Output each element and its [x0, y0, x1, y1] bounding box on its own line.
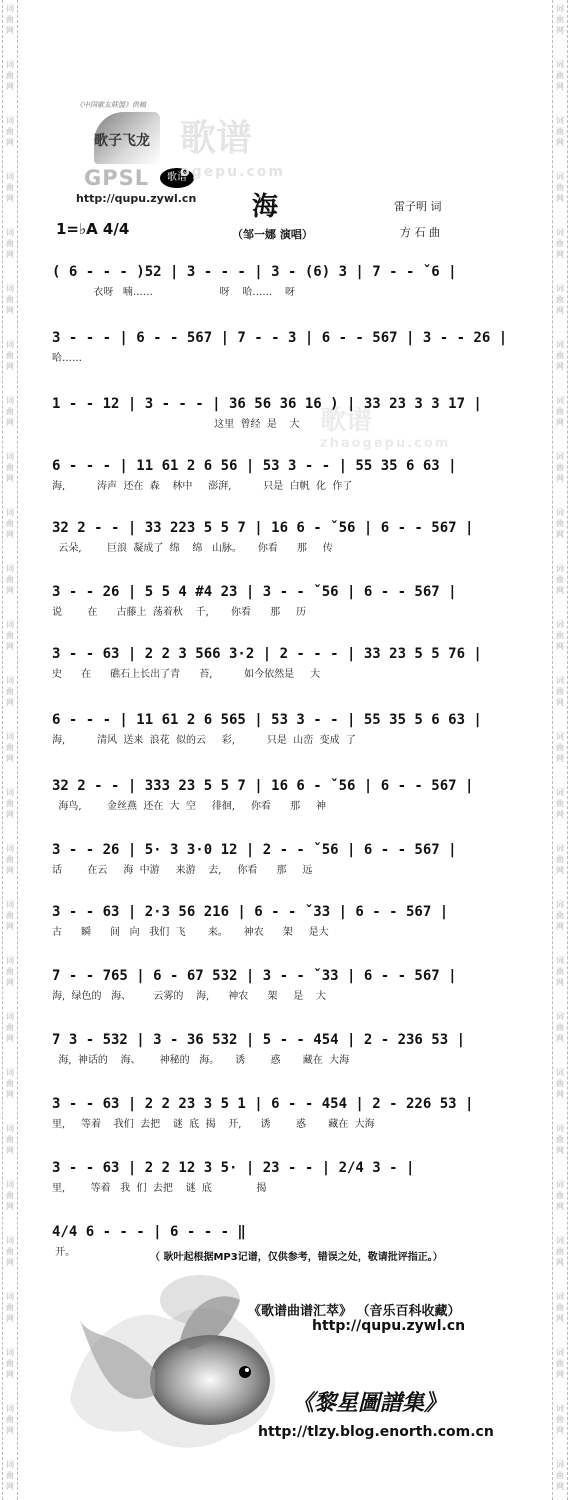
notation: 3 - - 63 | 2·3 56 216 | 6 - - ˇ33 | 6 - - 567 |: [52, 904, 449, 920]
side-watermark-char: 词: [556, 1236, 564, 1245]
goldfish-illustration: [60, 1260, 290, 1460]
side-watermark-char: 词: [556, 844, 564, 853]
watermark-url: zhaogepu.com: [320, 436, 451, 451]
side-watermark-char: 词: [6, 508, 14, 517]
lyrics: 衣呀 喃…… 呀 哈…… 呀: [52, 287, 296, 298]
footer-url[interactable]: http://qupu.zywl.cn: [312, 1318, 466, 1334]
score-line: [52, 1030, 514, 1068]
lyrics: 开。: [52, 1247, 76, 1258]
side-watermark-char: 词: [6, 620, 14, 629]
side-watermark-char: 网: [6, 1426, 14, 1435]
side-watermark-char: 词: [556, 1292, 564, 1301]
watermark-url: ogepu.com: [180, 164, 285, 180]
side-watermark-char: 曲: [556, 351, 564, 360]
score-line: [52, 966, 514, 1004]
side-watermark-char: 曲: [6, 295, 14, 304]
side-watermark-char: 词: [6, 900, 14, 909]
transcription-note: （ 耿叶起根据MP3记谱，仅供参考，错误之处，敬请批评指正。）: [150, 1252, 443, 1263]
side-watermark-char: 曲: [6, 1023, 14, 1032]
side-watermark-char: 曲: [556, 967, 564, 976]
score-line: [52, 582, 514, 620]
side-watermark-char: 词: [556, 620, 564, 629]
side-watermark-char: 网: [556, 138, 564, 147]
logo-credit: 《中国歌友联盟》供稿: [76, 101, 146, 109]
score-line: [52, 710, 514, 748]
side-watermark-char: 词: [6, 452, 14, 461]
side-watermark-char: 网: [6, 306, 14, 315]
side-watermark-char: 曲: [6, 1359, 14, 1368]
score-line: [52, 840, 514, 878]
side-watermark-char: 网: [556, 1034, 564, 1043]
lyrics: 里, 等着 我 们 去把 谜 底 揭: [52, 1183, 267, 1194]
notation: 1 - - 12 | 3 - - - | 36 56 36 16 ) | 33 23 3 3 17 |: [52, 396, 482, 412]
song-title: 海: [252, 192, 279, 222]
side-watermark-char: 曲: [6, 1135, 14, 1144]
side-watermark-char: 曲: [556, 1191, 564, 1200]
side-watermark-char: 曲: [556, 1023, 564, 1032]
side-watermark-char: 网: [556, 194, 564, 203]
side-watermark-char: 词: [556, 1404, 564, 1413]
side-watermark-char: 网: [6, 1034, 14, 1043]
side-watermark-char: 网: [6, 978, 14, 987]
side-watermark-char: 词: [556, 788, 564, 797]
side-watermark-char: 词: [6, 956, 14, 965]
singer: （邹一娜 演唱）: [232, 228, 313, 241]
notation: 3 - - 26 | 5 5 4 #4 23 | 3 - - ˇ56 | 6 - - 567 |: [52, 584, 457, 600]
side-watermark-char: 词: [556, 1124, 564, 1133]
watermark-text: 歌谱: [320, 406, 373, 436]
side-watermark-char: 曲: [556, 183, 564, 192]
side-watermark-char: 词: [556, 116, 564, 125]
lyrics: 史 在 礁石上长出了青 苔, 如今依然是 大: [52, 669, 321, 680]
side-watermark-char: 曲: [6, 239, 14, 248]
side-watermark-char: 曲: [556, 743, 564, 752]
side-watermark-char: 网: [556, 362, 564, 371]
side-watermark-char: 网: [556, 978, 564, 987]
side-watermark-char: 网: [6, 586, 14, 595]
side-watermark-char: 曲: [6, 407, 14, 416]
side-watermark-char: 曲: [6, 1247, 14, 1256]
side-watermark-char: 词: [556, 60, 564, 69]
side-watermark-char: 网: [6, 82, 14, 91]
watermark-text: 歌谱: [180, 118, 253, 159]
side-watermark-char: 词: [6, 4, 14, 13]
side-watermark-char: 词: [6, 396, 14, 405]
side-watermark-char: 曲: [556, 855, 564, 864]
side-watermark-char: 曲: [556, 295, 564, 304]
side-watermark-char: 曲: [6, 71, 14, 80]
side-watermark-char: 曲: [556, 687, 564, 696]
side-watermark-char: 网: [556, 1482, 564, 1491]
score-line: [52, 328, 514, 366]
side-watermark-char: 曲: [6, 127, 14, 136]
notation: 3 - - 26 | 5· 3 3·0 12 | 2 - - ˇ56 | 6 - - 567 |: [52, 842, 457, 858]
lyrics: 话 在云 海 中游 来游 去, 你看 那 远: [52, 865, 313, 876]
side-watermark-char: 曲: [6, 687, 14, 696]
side-watermark-char: 网: [6, 1202, 14, 1211]
side-watermark-char: 网: [6, 362, 14, 371]
side-watermark-char: 曲: [6, 855, 14, 864]
side-watermark-char: 曲: [556, 1303, 564, 1312]
side-watermark-char: 词: [556, 900, 564, 909]
side-watermark-char: 曲: [556, 519, 564, 528]
side-watermark-char: 词: [556, 172, 564, 181]
lyrics: 古 瞬 间 向 我们 飞 来。 神农 架 是大: [52, 927, 329, 938]
notation: 32 2 - - | 333 23 5 5 7 | 16 6 - ˇ56 | 6 - - 567 |: [52, 778, 474, 794]
side-watermark-char: 词: [6, 844, 14, 853]
side-watermark-char: 词: [556, 4, 564, 13]
lyrics: 海, 清风 送来 浪花 似的云 彩, 只是 山峦 变成 了: [52, 735, 356, 746]
side-watermark-char: 词: [556, 396, 564, 405]
side-watermark-char: 网: [6, 474, 14, 483]
notation: 7 3 - 532 | 3 - 36 532 | 5 - - 454 | 2 - 236 53 |: [52, 1032, 466, 1048]
side-watermark-char: 网: [6, 1090, 14, 1099]
side-watermark-char: 网: [6, 922, 14, 931]
side-watermark-char: 网: [556, 1426, 564, 1435]
side-watermark-char: 网: [6, 1482, 14, 1491]
logo-badge: 歌谱: [160, 168, 194, 188]
side-watermark-char: 网: [556, 418, 564, 427]
side-watermark-char: 词: [6, 228, 14, 237]
side-watermark-char: 网: [556, 866, 564, 875]
side-watermark-char: 曲: [6, 463, 14, 472]
side-watermark-char: 网: [556, 1314, 564, 1323]
side-watermark-char: 网: [6, 194, 14, 203]
blog-url[interactable]: http://tlzy.blog.enorth.com.cn: [258, 1424, 494, 1440]
score-line: [52, 394, 514, 432]
side-watermark-char: 网: [556, 642, 564, 651]
side-watermark-char: 词: [6, 60, 14, 69]
side-watermark-char: 网: [6, 250, 14, 259]
score-line: [52, 262, 514, 300]
collection-title: 《歌谱曲谱汇萃》 （音乐百科收藏）: [248, 1304, 461, 1319]
side-watermark-char: 网: [6, 754, 14, 763]
side-watermark-char: 网: [6, 866, 14, 875]
side-watermark-char: 词: [556, 1012, 564, 1021]
side-watermark-char: 曲: [556, 1471, 564, 1480]
side-watermark-char: 曲: [6, 1471, 14, 1480]
notation: 3 - - 63 | 2 2 12 3 5· | 23 - - | 2/4 3 - |: [52, 1160, 415, 1176]
lyrics: 海鸟, 金丝燕 还在 大 空 徘徊, 你看 那 神: [52, 801, 326, 812]
side-watermark-char: 网: [556, 1202, 564, 1211]
side-watermark-char: 词: [556, 956, 564, 965]
side-watermark-char: 网: [556, 810, 564, 819]
side-watermark-char: 网: [556, 1090, 564, 1099]
side-watermark-char: 网: [556, 698, 564, 707]
side-watermark-char: 词: [6, 1404, 14, 1413]
side-watermark-char: 词: [6, 1012, 14, 1021]
side-watermark-char: 曲: [6, 575, 14, 584]
side-watermark-char: 词: [556, 1180, 564, 1189]
side-watermark-char: 词: [6, 1460, 14, 1469]
side-watermark-char: 词: [6, 1180, 14, 1189]
side-watermark-char: 曲: [6, 183, 14, 192]
side-watermark-char: 词: [556, 228, 564, 237]
side-watermark-char: 网: [556, 1146, 564, 1155]
logo-url[interactable]: http://qupu.zywl.cn: [76, 192, 197, 205]
side-watermark-char: 词: [6, 1236, 14, 1245]
side-watermark-char: 网: [6, 642, 14, 651]
side-watermark-char: 网: [6, 530, 14, 539]
side-watermark-char: 词: [6, 172, 14, 181]
score-line: [52, 456, 514, 494]
side-watermark-char: 曲: [556, 1079, 564, 1088]
side-watermark-char: 曲: [556, 799, 564, 808]
side-watermark-char: 曲: [6, 911, 14, 920]
side-watermark-char: 曲: [6, 1303, 14, 1312]
side-watermark-char: 曲: [556, 71, 564, 80]
side-watermark-char: 词: [556, 564, 564, 573]
side-watermark-char: 网: [556, 530, 564, 539]
lyrics: 哈……: [52, 353, 82, 364]
side-watermark-char: 曲: [556, 463, 564, 472]
side-watermark-char: 曲: [6, 631, 14, 640]
lyrics: 说 在 古藤上 荡着秋 千, 你看 那 历: [52, 607, 306, 618]
side-watermark-char: 网: [6, 1258, 14, 1267]
side-watermark-char: 网: [6, 26, 14, 35]
side-watermark-char: 曲: [6, 1191, 14, 1200]
side-watermark-char: 曲: [556, 911, 564, 920]
side-watermark-char: 网: [556, 250, 564, 259]
notation: ( 6 - - - )52 | 3 - - - | 3 - (6) 3 | 7 - - ˇ6 |: [52, 264, 457, 280]
side-watermark-char: 网: [6, 1370, 14, 1379]
side-watermark-char: 网: [556, 306, 564, 315]
side-watermark-char: 词: [556, 1460, 564, 1469]
side-watermark-char: 网: [6, 418, 14, 427]
side-watermark-char: 词: [6, 1348, 14, 1357]
side-watermark-char: 曲: [556, 575, 564, 584]
lyrics: 海, 神话的 海、 神秘的 海。 诱 惑 藏在 大海: [52, 1055, 350, 1066]
side-watermark-right: [552, 0, 568, 1500]
score-line: [52, 902, 514, 940]
score-line: [52, 518, 514, 556]
side-watermark-char: 曲: [6, 799, 14, 808]
lyrics: 这里 曾经 是 大: [52, 419, 300, 430]
side-watermark-char: 曲: [6, 1415, 14, 1424]
lyrics: 海, 涛声 还在 森 林中 澎湃, 只是 白帆 化 作了: [52, 481, 353, 492]
side-watermark-char: 网: [556, 1258, 564, 1267]
side-watermark-char: 词: [6, 284, 14, 293]
side-watermark-char: 曲: [6, 351, 14, 360]
side-watermark-char: 词: [556, 732, 564, 741]
side-watermark-char: 曲: [556, 631, 564, 640]
side-watermark-char: 网: [556, 1370, 564, 1379]
side-watermark-char: 词: [6, 564, 14, 573]
side-watermark-char: 曲: [556, 1359, 564, 1368]
side-watermark-char: 网: [6, 138, 14, 147]
logo-abbr: GPSL: [84, 166, 150, 190]
side-watermark-char: 词: [6, 116, 14, 125]
series-title: 《黎星圖譜集》: [292, 1390, 447, 1416]
side-watermark-char: 曲: [556, 1247, 564, 1256]
score-line: [52, 644, 514, 682]
side-watermark-char: 词: [6, 1292, 14, 1301]
side-watermark-char: 词: [6, 676, 14, 685]
side-watermark-char: 网: [6, 1146, 14, 1155]
side-watermark-char: 网: [6, 698, 14, 707]
side-watermark-char: 曲: [6, 15, 14, 24]
side-watermark-char: 词: [556, 508, 564, 517]
notation: 7 - - 765 | 6 - 67 532 | 3 - - ˇ33 | 6 - - 567 |: [52, 968, 457, 984]
side-watermark-char: 网: [556, 82, 564, 91]
side-watermark-char: 网: [556, 754, 564, 763]
side-watermark-char: 曲: [556, 239, 564, 248]
side-watermark-char: 曲: [6, 519, 14, 528]
score-line: [52, 1158, 514, 1196]
side-watermark-char: 曲: [556, 15, 564, 24]
notation: 6 - - - | 11 61 2 6 565 | 53 3 - - | 55 35 5 6 63 |: [52, 712, 482, 728]
side-watermark-left: [2, 0, 18, 1500]
side-watermark-char: 词: [556, 1068, 564, 1077]
side-watermark-char: 词: [6, 340, 14, 349]
lyricist: 雷子明 词: [394, 200, 442, 213]
side-watermark-char: 网: [6, 810, 14, 819]
side-watermark-char: 词: [6, 732, 14, 741]
side-watermark-char: 曲: [6, 967, 14, 976]
lyrics: 云朵, 巨浪 凝成了 绵 绵 山脉。 你看 那 传: [52, 543, 333, 554]
side-watermark-char: 词: [556, 340, 564, 349]
side-watermark-char: 曲: [6, 743, 14, 752]
side-watermark-char: 曲: [556, 1135, 564, 1144]
notation: 3 - - 63 | 2 2 3 566 3·2 | 2 - - - | 33 23 5 5 76 |: [52, 646, 482, 662]
side-watermark-char: 词: [6, 1124, 14, 1133]
side-watermark-char: 词: [556, 284, 564, 293]
side-watermark-char: 词: [556, 1348, 564, 1357]
side-watermark-char: 网: [556, 922, 564, 931]
notation: 32 2 - - | 33 223 5 5 7 | 16 6 - ˇ56 | 6 - - 567 |: [52, 520, 474, 536]
side-watermark-char: 网: [556, 586, 564, 595]
notation: 6 - - - | 11 61 2 6 56 | 53 3 - - | 55 35 6 63 |: [52, 458, 457, 474]
side-watermark-char: 曲: [6, 1079, 14, 1088]
side-watermark-char: 曲: [556, 1415, 564, 1424]
score-line: [52, 776, 514, 814]
side-watermark-char: 词: [6, 788, 14, 797]
side-watermark-char: 网: [556, 26, 564, 35]
composer: 方 石 曲: [400, 226, 440, 239]
side-watermark-char: 曲: [556, 127, 564, 136]
side-watermark-char: 网: [6, 1314, 14, 1323]
side-watermark-char: 词: [556, 452, 564, 461]
lyrics: 海, 绿色的 海、 云雾的 海, 神农 架 是 大: [52, 991, 326, 1002]
key-signature: 1=♭A 4/4: [56, 220, 130, 238]
side-watermark-char: 曲: [556, 407, 564, 416]
side-watermark-char: 词: [6, 1068, 14, 1077]
lyrics: 里, 等着 我们 去把 谜 底 揭 开, 诱 惑 藏在 大海: [52, 1119, 375, 1130]
notation: 3 - - - | 6 - - 567 | 7 - - 3 | 6 - - 567 | 3 - - 26 |: [52, 330, 508, 346]
notation: 4/4 6 - - - | 6 - - - ‖: [52, 1224, 246, 1240]
side-watermark-char: 网: [556, 474, 564, 483]
logo-text: 歌子飞龙: [94, 133, 150, 149]
score-line: [52, 1094, 514, 1132]
side-watermark-char: 词: [556, 676, 564, 685]
notation: 3 - - 63 | 2 2 23 3 5 1 | 6 - - 454 | 2 - 226 53 |: [52, 1096, 474, 1112]
